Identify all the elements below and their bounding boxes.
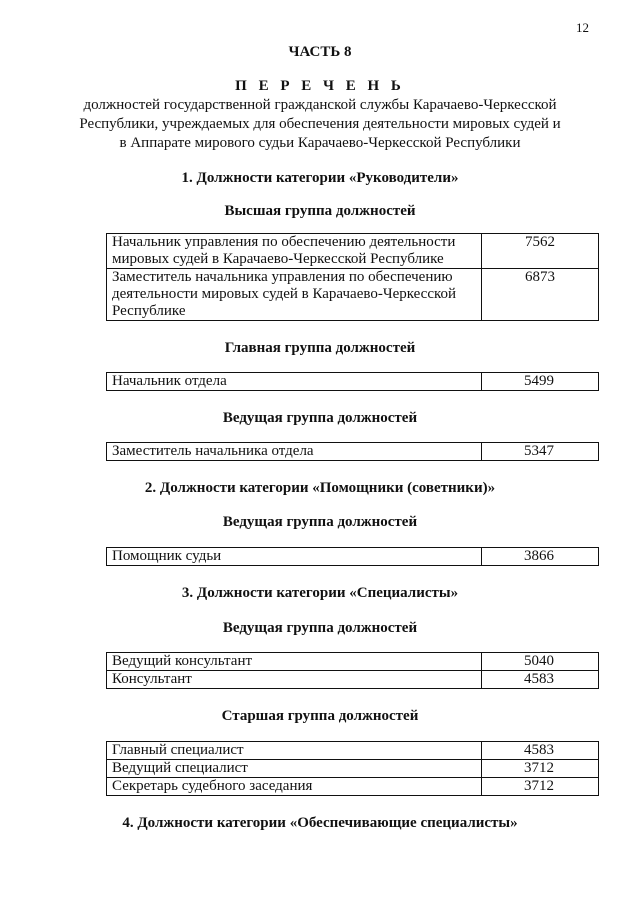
position-name-line: Республике — [112, 303, 186, 319]
group-title: Главная группа должностей — [224, 340, 416, 356]
position-value: 4583 — [482, 742, 599, 760]
table-row — [107, 653, 599, 671]
list-title: П Е Р Е Ч Е Н Ь — [235, 78, 405, 94]
position-name: Ведущий консультант — [107, 653, 482, 671]
position-name-line: Заместитель начальника управления по обеспечению — [112, 269, 453, 285]
position-name-line: Начальник управления по обеспечению деятельности — [112, 234, 456, 250]
position-name: Секретарь судебного заседания — [107, 778, 482, 796]
part-title: ЧАСТЬ 8 — [288, 44, 352, 60]
description-line: в Аппарате мирового судьи Карачаево-Черкесской Республики — [119, 135, 521, 151]
position-name — [107, 234, 482, 269]
table-row — [107, 269, 599, 321]
positions-table — [106, 372, 599, 391]
position-value: 6873 — [482, 269, 599, 321]
position-value: 3866 — [482, 548, 599, 566]
table-row — [107, 443, 599, 461]
section-title: 2. Должности категории «Помощники (советники)» — [144, 480, 496, 496]
position-name: Начальник отдела — [107, 373, 482, 391]
position-value: 7562 — [482, 234, 599, 269]
position-name: Заместитель начальника отдела — [107, 443, 482, 461]
table-row — [107, 760, 599, 778]
group-title: Ведущая группа должностей — [222, 410, 418, 426]
positions-table — [106, 652, 599, 689]
table-row — [107, 234, 599, 269]
group-title: Ведущая группа должностей — [222, 620, 418, 636]
description-line: Республики, учреждаемых для обеспечения деятельности мировых судей и — [79, 116, 561, 132]
position-name-line: мировых судей в Карачаево-Черкесской Республике — [112, 251, 444, 267]
positions-table — [106, 442, 599, 461]
section-title: 1. Должности категории «Руководители» — [181, 170, 459, 186]
position-value: 5499 — [482, 373, 599, 391]
section-title: 3. Должности категории «Специалисты» — [181, 585, 459, 601]
description-line: должностей государственной гражданской службы Карачаево-Черкесской — [83, 97, 557, 113]
table-row — [107, 671, 599, 689]
group-title: Старшая группа должностей — [221, 708, 419, 724]
group-title: Высшая группа должностей — [224, 203, 416, 219]
position-value: 5040 — [482, 653, 599, 671]
table-row — [107, 548, 599, 566]
table-row — [107, 778, 599, 796]
position-value: 3712 — [482, 778, 599, 796]
list-description — [0, 96, 640, 153]
section-title: 4. Должности категории «Обеспечивающие специалисты» — [122, 815, 518, 831]
positions-table — [106, 233, 599, 321]
positions-table — [106, 547, 599, 566]
position-name-line: деятельности мировых судей в Карачаево-Черкесской — [112, 286, 457, 302]
group-title: Ведущая группа должностей — [222, 514, 418, 530]
table-row — [107, 742, 599, 760]
position-name: Ведущий специалист — [107, 760, 482, 778]
position-value: 5347 — [482, 443, 599, 461]
position-name: Помощник судьи — [107, 548, 482, 566]
position-value: 3712 — [482, 760, 599, 778]
position-name: Консультант — [107, 671, 482, 689]
position-name: Главный специалист — [107, 742, 482, 760]
positions-table — [106, 741, 599, 796]
page-number: 12 — [576, 20, 589, 35]
position-value: 4583 — [482, 671, 599, 689]
position-name — [107, 269, 482, 321]
table-row — [107, 373, 599, 391]
